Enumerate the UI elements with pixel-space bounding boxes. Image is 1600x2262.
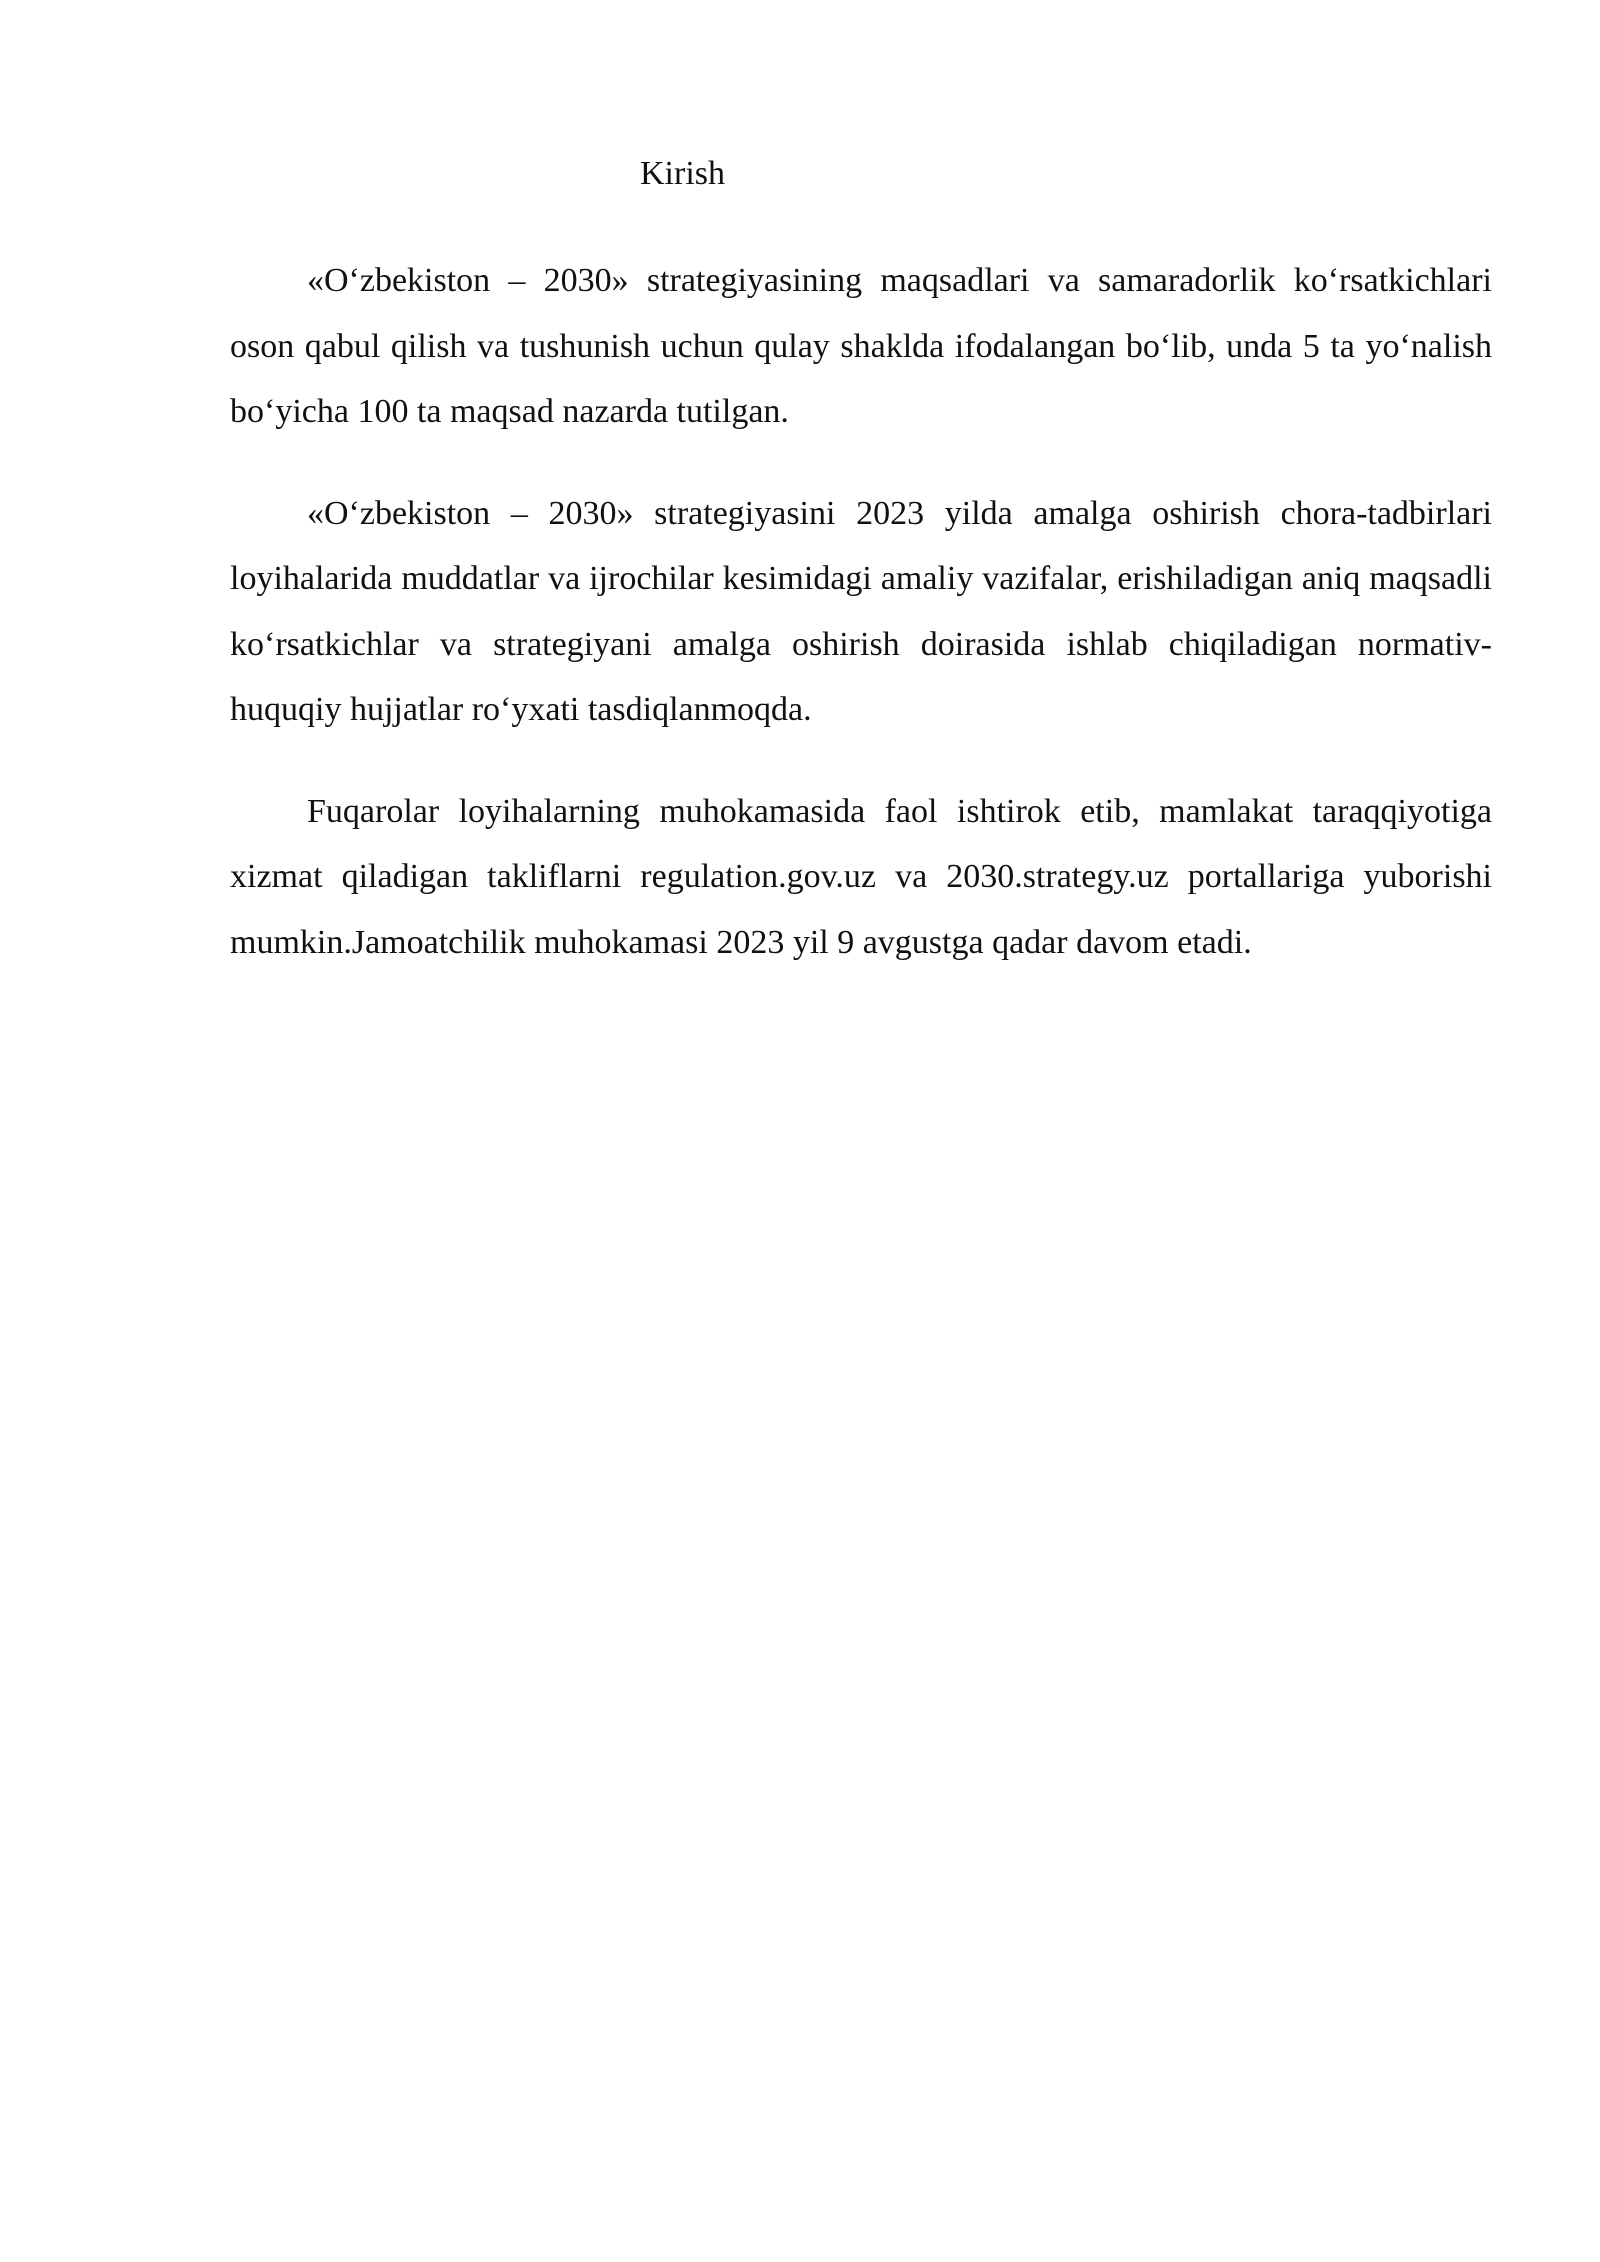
paragraph-2: «O‘zbekiston – 2030» strategiyasini 2023 yilda amalga oshirish chora-tadbirlari loyihalarida muddatlar va ijrochilar kesimidagi amaliy vazifalar, erishiladigan aniq maqsadli ko‘rsatkichlar va strategiyani amalga oshirish doirasida ishlab chiqiladigan normativ-huquqiy hujjatlar ro‘yxati tasdiqlanmoqda. bbox=[230, 494, 1492, 728]
document-body bbox=[230, 248, 1492, 1011]
page-title: Kirish bbox=[640, 155, 725, 192]
paragraph-3: Fuqarolar loyihalarning muhokamasida faol ishtirok etib, mamlakat taraqqiyotiga xizmat qiladigan takliflarni regulation.gov.uz va 2030.strategy.uz portallariga yuborishi mumkin.Jamoatchilik muhokamasi 2023 yil 9 avgustga qadar davom etadi. bbox=[230, 792, 1492, 961]
paragraph-1: «O‘zbekiston – 2030» strategiyasining maqsadlari va samaradorlik ko‘rsatkichlari oson qabul qilish va tushunish uchun qulay shaklda ifodalangan bo‘lib, unda 5 ta yo‘nalish bo‘yicha 100 ta maqsad nazarda tutilgan. bbox=[230, 262, 1492, 430]
